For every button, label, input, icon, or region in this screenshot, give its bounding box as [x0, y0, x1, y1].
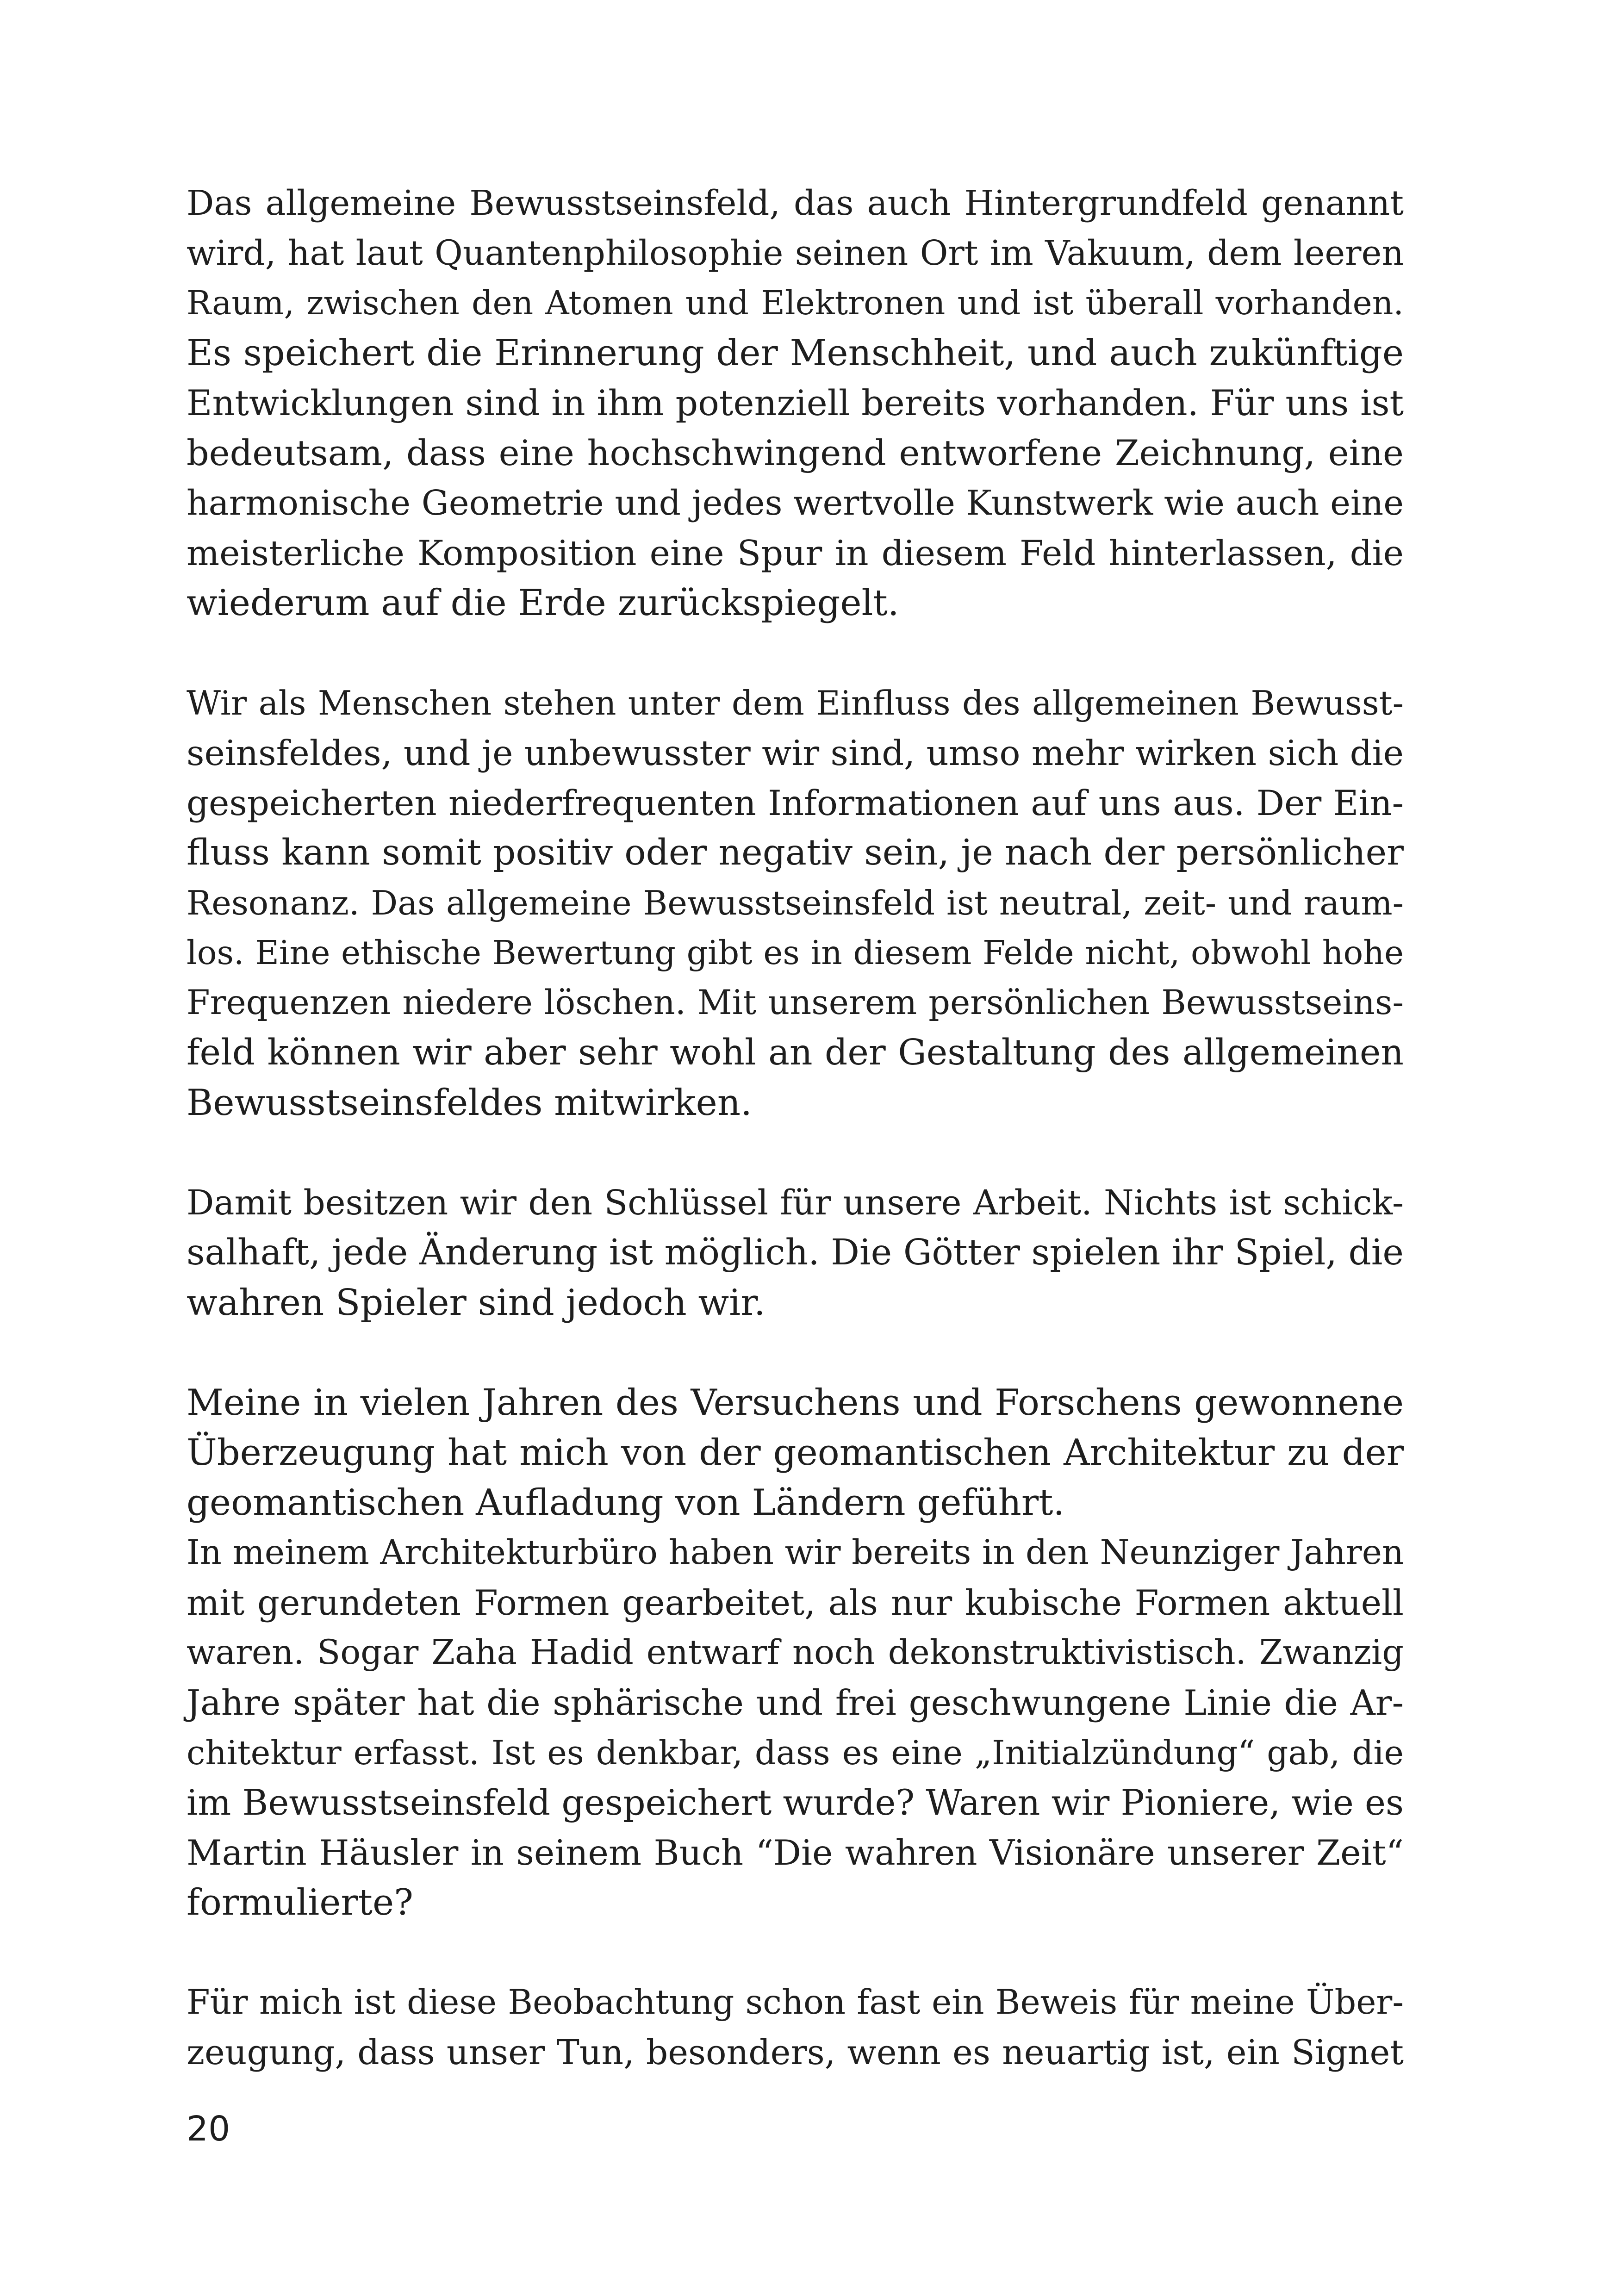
- text-line: waren. Sogar Zaha Hadid entwarf noch dekonstruktivistisch. Zwanzig: [187, 1633, 1404, 1672]
- text-line: gespeicherten niederfrequenten Informationen auf uns aus. Der Ein-: [187, 783, 1404, 823]
- text-line: chitektur erfasst. Ist es denkbar, dass es eine „Initialzündung“ gab, die: [187, 1733, 1404, 1772]
- text-line: meisterliche Komposition eine Spur in diesem Feld hinterlassen, die: [187, 533, 1404, 573]
- text-line: Damit besitzen wir den Schlüssel für unsere Arbeit. Nichts ist schick-: [187, 1183, 1404, 1223]
- paragraph-3: [187, 1178, 1404, 1328]
- text-line: wahren Spieler sind jedoch wir.: [187, 1282, 765, 1324]
- text-line: Resonanz. Das allgemeine Bewusstseinsfeld ist neutral, zeit- und raum-: [187, 884, 1404, 922]
- text-line: Bewusstseinsfeldes mitwirken.: [187, 1082, 752, 1124]
- text-line: mit gerundeten Formen gearbeitet, als nur kubische Formen aktuell: [187, 1582, 1404, 1623]
- text-line: Martin Häusler in seinem Buch “Die wahren Visionäre unserer Zeit“: [187, 1832, 1404, 1873]
- text-line: formulierte?: [187, 1882, 413, 1923]
- text-line: In meinem Architekturbüro haben wir bereits in den Neunziger Jahren: [187, 1533, 1404, 1572]
- paragraph-2: [187, 678, 1404, 1128]
- text-line: bedeutsam, dass eine hochschwingend entworfene Zeichnung, eine: [187, 432, 1404, 473]
- text-line: Überzeugung hat mich von der geomantischen Architektur zu der: [187, 1432, 1404, 1474]
- paragraph-4: [187, 1378, 1404, 1528]
- text-line: seinsfeldes, und je unbewusster wir sind, umso mehr wirken sich die: [187, 733, 1404, 773]
- paragraph-6: [187, 1978, 1404, 2078]
- text-line: geomantischen Aufladung von Ländern geführt.: [187, 1482, 1065, 1524]
- text-line: zeugung, dass unser Tun, besonders, wenn es neuartig ist, ein Signet: [187, 2033, 1404, 2072]
- text-line: Entwicklungen sind in ihm potenziell bereits vorhanden. Für uns ist: [187, 382, 1404, 423]
- text-line: Jahre später hat die sphärische und frei geschwungene Linie die Ar-: [187, 1682, 1404, 1723]
- text-line: harmonische Geometrie und jedes wertvolle Kunstwerk wie auch eine: [187, 483, 1404, 523]
- paragraph-5: [187, 1528, 1404, 1928]
- text-line: Raum, zwischen den Atomen und Elektronen und ist überall vorhanden.: [187, 284, 1404, 322]
- text-line: Es speichert die Erinnerung der Menschheit, und auch zukünftige: [187, 332, 1404, 374]
- paragraph-1: [187, 178, 1404, 628]
- text-line: Für mich ist diese Beobachtung schon fast ein Beweis für meine Über-: [187, 1983, 1404, 2022]
- body-text: [187, 178, 1404, 2078]
- text-line: wiederum auf die Erde zurückspiegelt.: [187, 582, 899, 624]
- text-line: Das allgemeine Bewusstseinsfeld, das auch Hintergrundfeld genannt: [187, 183, 1404, 223]
- text-line: Meine in vielen Jahren des Versuchens und Forschens gewonnene: [187, 1382, 1404, 1424]
- text-line: salhaft, jede Änderung ist möglich. Die Götter spielen ihr Spiel, die: [187, 1232, 1404, 1273]
- text-line: los. Eine ethische Bewertung gibt es in diesem Felde nicht, obwohl hohe: [187, 933, 1404, 972]
- text-line: fluss kann somit positiv oder negativ sein, je nach der persönlicher: [187, 832, 1404, 873]
- text-line: im Bewusstseinsfeld gespeichert wurde? Waren wir Pioniere, wie es: [187, 1782, 1404, 1823]
- text-line: Frequenzen niedere löschen. Mit unserem persönlichen Bewusstseins-: [187, 983, 1404, 1022]
- text-line: wird, hat laut Quantenphilosophie seinen Ort im Vakuum, dem leeren: [187, 233, 1404, 273]
- text-line: Wir als Menschen stehen unter dem Einfluss des allgemeinen Bewusst-: [187, 684, 1404, 722]
- text-line: feld können wir aber sehr wohl an der Gestaltung des allgemeinen: [187, 1032, 1404, 1073]
- page-number: 20: [187, 2109, 230, 2149]
